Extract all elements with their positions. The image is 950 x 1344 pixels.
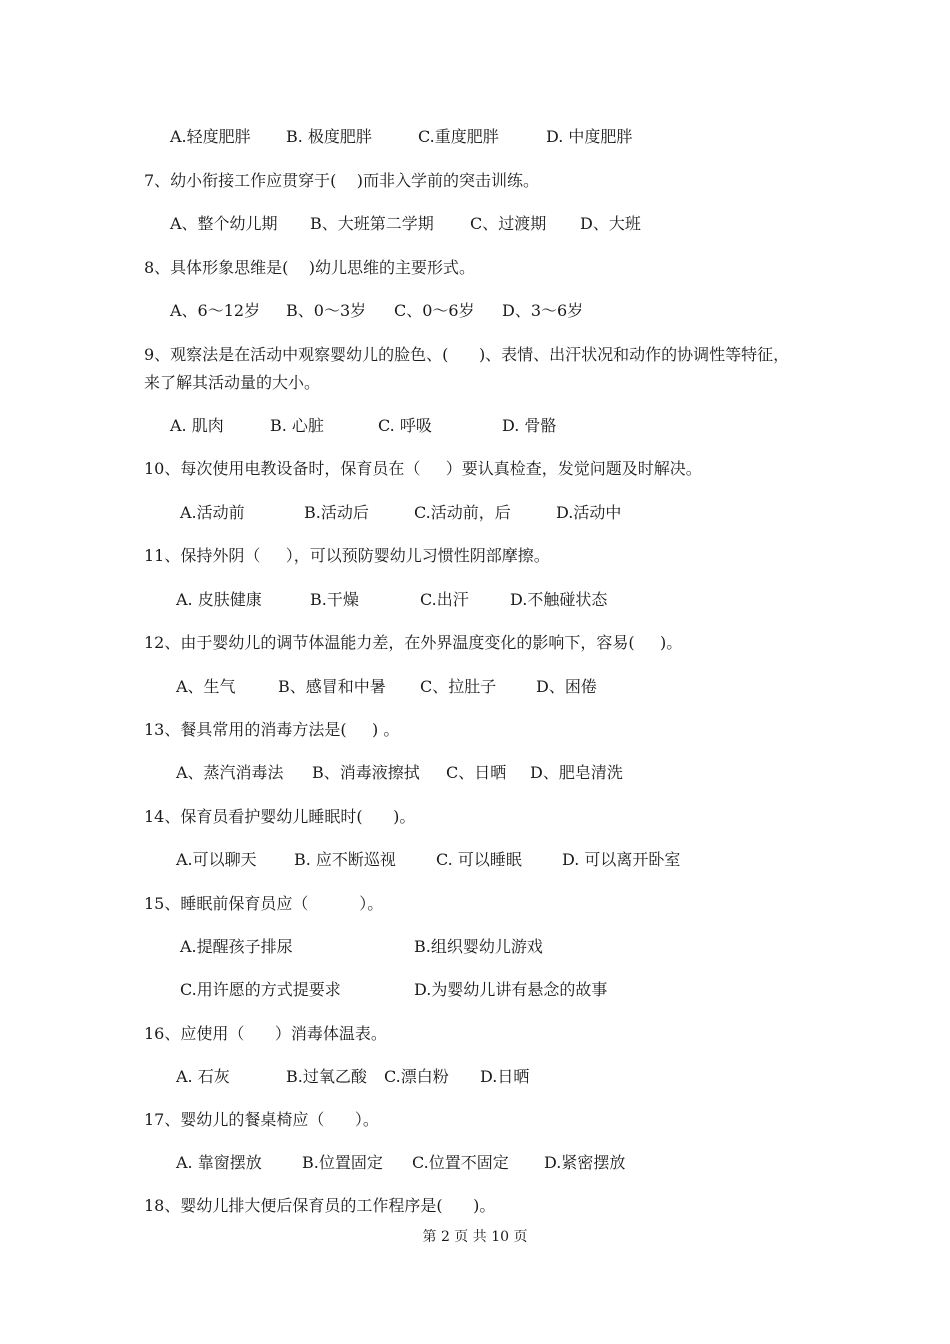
option-d: D.紧密摆放 (544, 1153, 626, 1172)
question-14-stem: 14、保育员看护婴幼儿睡眠时( )。 (144, 807, 416, 826)
option-c: C.漂白粉 (384, 1067, 449, 1086)
option-d: D.日晒 (480, 1067, 530, 1086)
option-b: B、0～3岁 (286, 301, 367, 320)
question-17-stem: 17、婴幼儿的餐桌椅应（ ）。 (144, 1110, 379, 1129)
option-c: C. 可以睡眠 (436, 850, 522, 869)
option-b: B、消毒液擦拭 (312, 763, 420, 782)
option-b: B. 应不断巡视 (294, 850, 396, 869)
option-c: C.活动前，后 (414, 503, 511, 522)
option-b: B.位置固定 (302, 1153, 383, 1172)
question-12-stem: 12、由于婴幼儿的调节体温能力差，在外界温度变化的影响下，容易( )。 (144, 633, 683, 652)
option-b: B、大班第二学期 (310, 214, 434, 233)
option-c: C.重度肥胖 (418, 127, 499, 146)
question-15-stem: 15、睡眠前保育员应（ ）。 (144, 894, 384, 913)
option-d: D. 可以离开卧室 (562, 850, 681, 869)
question-18-stem: 18、婴幼儿排大便后保育员的工作程序是( )。 (144, 1196, 496, 1215)
option-b: B、感冒和中暑 (278, 677, 386, 696)
option-b: B. 极度肥胖 (286, 127, 372, 146)
option-c: C.出汗 (420, 590, 469, 609)
question-11-stem: 11、保持外阴（ ），可以预防婴幼儿习惯性阴部摩擦。 (144, 546, 550, 565)
option-c: C、0～6岁 (394, 301, 475, 320)
option-d: D.活动中 (556, 503, 622, 522)
option-a: A、6～12岁 (170, 301, 261, 320)
option-d: D、3～6岁 (502, 301, 584, 320)
option-a: A、蒸汽消毒法 (176, 763, 284, 782)
option-b: B.活动后 (304, 503, 369, 522)
page-footer: 第 2 页 共 10 页 (422, 1229, 528, 1245)
option-c: C.位置不固定 (412, 1153, 509, 1172)
option-c: C、过渡期 (470, 214, 547, 233)
option-a: A. 肌肉 (170, 416, 224, 435)
option-c: C、日晒 (446, 763, 507, 782)
question-8-stem: 8、具体形象思维是( )幼儿思维的主要形式。 (144, 258, 476, 277)
option-d: D、肥皂清洗 (530, 763, 623, 782)
option-d: D、大班 (580, 214, 641, 233)
option-c: C. 呼吸 (378, 416, 432, 435)
option-d: D.为婴幼儿讲有悬念的故事 (414, 980, 608, 999)
option-a: A. 皮肤健康 (176, 590, 262, 609)
question-10-stem: 10、每次使用电教设备时，保育员在（ ）要认真检查，发觉问题及时解决。 (144, 459, 702, 478)
question-16-stem: 16、应使用（ ）消毒体温表。 (144, 1024, 387, 1043)
option-a: A、整个幼儿期 (170, 214, 278, 233)
option-b: B.组织婴幼儿游戏 (414, 937, 543, 956)
option-d: D、困倦 (536, 677, 597, 696)
option-a: A. 靠窗摆放 (176, 1153, 262, 1172)
option-c: C、拉肚子 (420, 677, 497, 696)
question-9-stem: 9、观察法是在活动中观察婴幼儿的脸色、( )、表情、出汗状况和动作的协调性等特征， (144, 345, 790, 364)
option-a: A.活动前 (180, 503, 245, 522)
question-9-stem-continued: 来了解其活动量的大小。 (144, 373, 321, 392)
question-7-stem: 7、幼小衔接工作应贯穿于( )而非入学前的突击训练。 (144, 171, 540, 190)
option-b: B.干燥 (310, 590, 359, 609)
option-b: B.过氧乙酸 (286, 1067, 367, 1086)
option-c: C.用许愿的方式提要求 (180, 980, 341, 999)
option-d: D. 中度肥胖 (546, 127, 633, 146)
option-a: A. 石灰 (176, 1067, 230, 1086)
option-d: D.不触碰状态 (510, 590, 608, 609)
option-a: A、生气 (176, 677, 236, 696)
option-a: A.提醒孩子排尿 (180, 937, 293, 956)
option-a: A.轻度肥胖 (170, 127, 251, 146)
option-d: D. 骨骼 (502, 416, 557, 435)
option-b: B. 心脏 (270, 416, 324, 435)
question-13-stem: 13、餐具常用的消毒方法是( ) 。 (144, 720, 400, 739)
option-a: A.可以聊天 (176, 850, 257, 869)
